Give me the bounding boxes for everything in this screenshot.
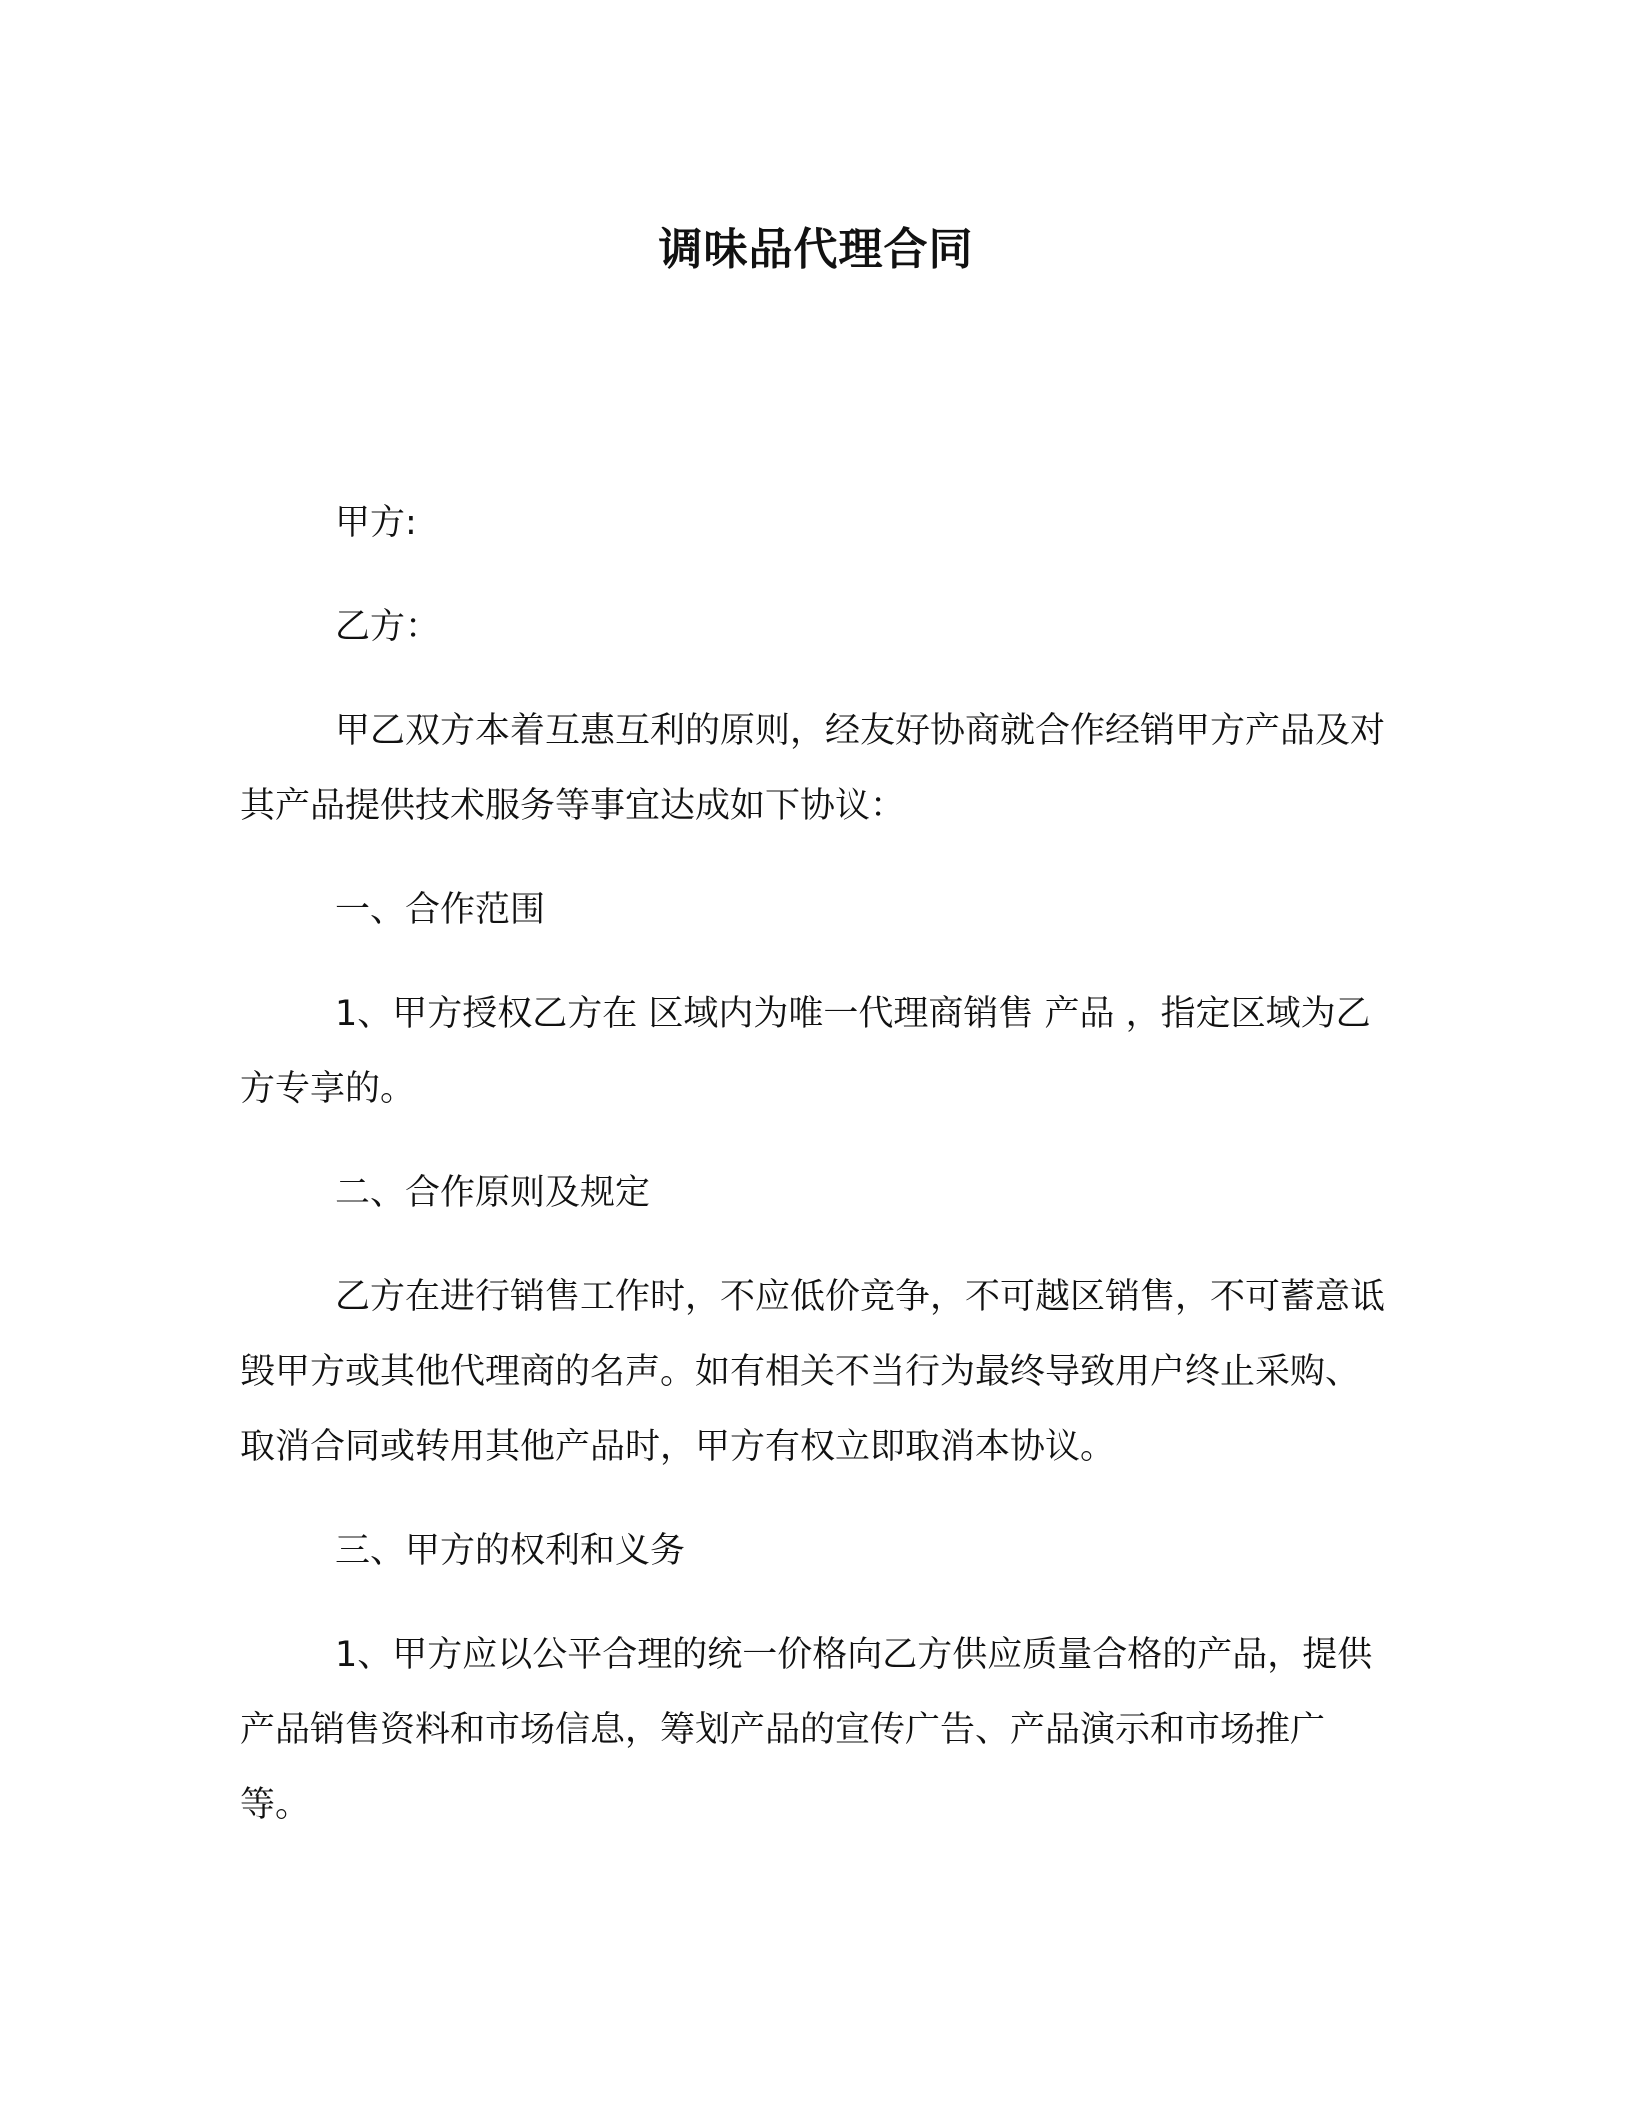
clause-3-1: 1、甲方应以公平合理的统一价格向乙方供应质量合格的产品，提供产品销售资料和市场信息，筹划产品的宣传广告、产品演示和市场推广等。 xyxy=(240,1635,1373,1825)
party-b-line: 乙方： xyxy=(335,607,441,647)
intro-paragraph: 甲乙双方本着互惠互利的原则，经友好协商就合作经销甲方产品及对其产品提供技术服务等事宜达成如下协议： xyxy=(240,711,1386,826)
section-heading-3: 三、甲方的权利和义务 xyxy=(335,1531,686,1571)
clause-2: 乙方在进行销售工作时，不应低价竞争，不可越区销售，不可蓄意诋毁甲方或其他代理商的名声。如有相关不当行为最终导致用户终止采购、取消合同或转用其他产品时，甲方有权立即取消本协议。 xyxy=(240,1277,1386,1467)
section-heading-1: 一、合作范围 xyxy=(335,890,546,930)
section-heading-2: 二、合作原则及规定 xyxy=(335,1173,651,1213)
document-title: 调味品代理合同 xyxy=(658,224,974,275)
party-a-line: 甲方: xyxy=(335,503,417,543)
document-body xyxy=(240,486,1390,1843)
clause-1-1: 1、甲方授权乙方在 区域内为唯一代理商销售 产品 ，指定区域为乙方专享的。 xyxy=(240,994,1371,1109)
